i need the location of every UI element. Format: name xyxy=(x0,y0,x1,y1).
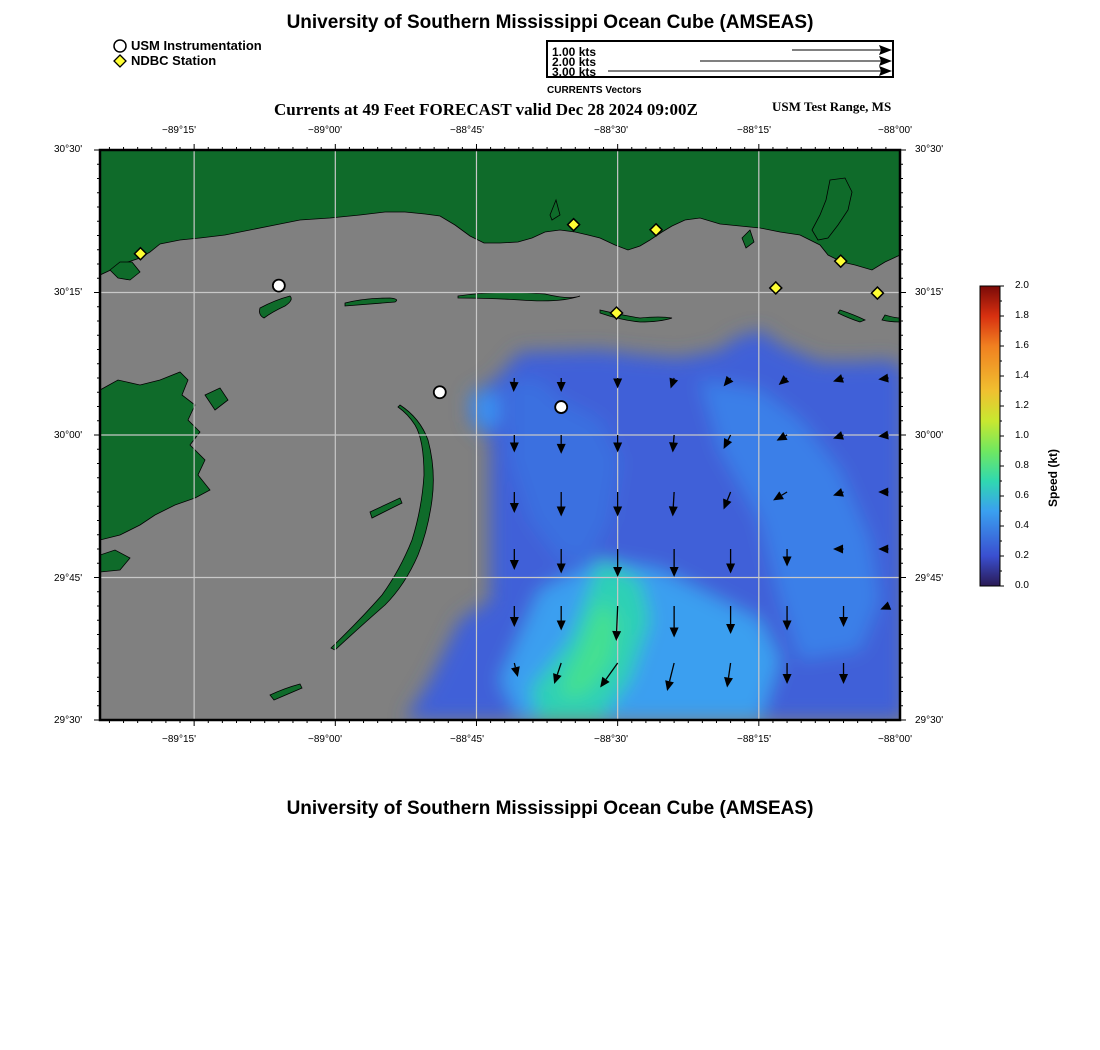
colorbar-gradient xyxy=(980,286,1000,586)
x-tick-bottom-3: −88°30' xyxy=(594,734,628,745)
cb-tick-6: 0.8 xyxy=(1015,460,1029,471)
y-tick-left-3: 29°45' xyxy=(54,573,83,584)
cb-tick-8: 0.4 xyxy=(1015,520,1029,531)
y-tick-right-1: 30°15' xyxy=(915,287,944,298)
cb-tick-7: 0.6 xyxy=(1015,490,1029,501)
scale-label-1: 1.00 kts xyxy=(552,45,597,59)
speed-colorbar xyxy=(975,280,1015,592)
colorbar-label: Speed (kt) xyxy=(1046,448,1060,507)
cb-tick-4: 1.2 xyxy=(1015,400,1029,411)
footer-title: University of Southern Mississippi Ocean Cube (AMSEAS) xyxy=(286,798,814,819)
x-tick-top-0: −89°15' xyxy=(162,125,196,136)
vector-scale-caption: CURRENTS Vectors xyxy=(547,85,642,96)
legend-ndbc-label: NDBC Station xyxy=(131,53,217,68)
cb-tick-1: 1.8 xyxy=(1015,310,1029,321)
usm-instrument-marker xyxy=(555,401,567,413)
scale-label-2: 2.00 kts xyxy=(552,55,597,69)
y-tick-right-4: 29°30' xyxy=(915,715,944,726)
x-tick-top-2: −88°45' xyxy=(450,125,484,136)
cb-tick-10: 0.0 xyxy=(1015,580,1029,591)
y-tick-right-0: 30°30' xyxy=(915,144,944,155)
forecast-subtitle: Currents at 49 Feet FORECAST valid Dec 28 2024 09:00Z xyxy=(274,100,698,119)
cb-tick-5: 1.0 xyxy=(1015,430,1029,441)
x-tick-top-5: −88°00' xyxy=(878,125,912,136)
x-tick-top-4: −88°15' xyxy=(737,125,771,136)
usm-instrument-marker xyxy=(434,386,446,398)
map-title: University of Southern Mississippi Ocean Cube (AMSEAS) xyxy=(286,12,814,33)
x-tick-bottom-5: −88°00' xyxy=(878,734,912,745)
legend-usm-label: USM Instrumentation xyxy=(131,38,262,53)
scale-label-3: 3.00 kts xyxy=(552,65,597,79)
y-tick-left-4: 29°30' xyxy=(54,715,83,726)
x-tick-bottom-0: −89°15' xyxy=(162,734,196,745)
x-tick-bottom-4: −88°15' xyxy=(737,734,771,745)
y-tick-left-0: 30°30' xyxy=(54,144,83,155)
x-tick-bottom-2: −88°45' xyxy=(450,734,484,745)
y-tick-left-1: 30°15' xyxy=(54,287,83,298)
usm-instrument-marker xyxy=(273,280,285,292)
cb-tick-3: 1.4 xyxy=(1015,370,1029,381)
x-tick-bottom-1: −89°00' xyxy=(308,734,342,745)
cb-tick-2: 1.6 xyxy=(1015,340,1029,351)
x-tick-top-3: −88°30' xyxy=(594,125,628,136)
y-tick-left-2: 30°00' xyxy=(54,430,83,441)
cb-tick-9: 0.2 xyxy=(1015,550,1029,561)
y-tick-right-3: 29°45' xyxy=(915,573,944,584)
y-tick-right-2: 30°00' xyxy=(915,430,944,441)
cb-tick-0: 2.0 xyxy=(1015,280,1029,291)
range-label: USM Test Range, MS xyxy=(772,99,892,114)
x-tick-top-1: −89°00' xyxy=(308,125,342,136)
